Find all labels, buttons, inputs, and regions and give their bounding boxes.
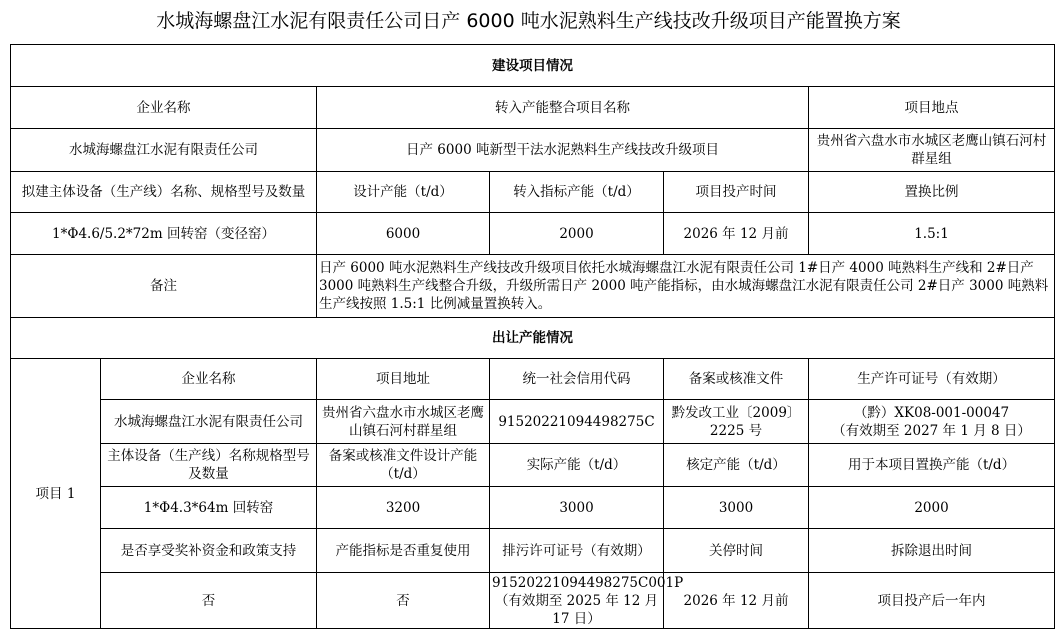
project-label: 项目 1 [11, 359, 101, 629]
table-row [11, 45, 1055, 87]
construction-project-name: 日产 6000 吨新型干法水泥熟料生产线技改升级项目 [317, 129, 809, 172]
remark-label: 备注 [11, 255, 317, 318]
header-start-time: 项目投产时间 [664, 172, 809, 213]
header-equipment: 拟建主体设备（生产线）名称、规格型号及数量 [11, 172, 317, 213]
table-row [11, 444, 1055, 487]
out-header-approval-doc: 备案或核准文件 [664, 359, 809, 400]
header-ratio: 置换比例 [809, 172, 1055, 213]
table-row [11, 359, 1055, 400]
out-license-validity: （有效期至 2027 年 1 月 8 日） [832, 422, 1031, 439]
out-header-license: 生产许可证号（有效期） [809, 359, 1055, 400]
construction-design-capacity: 6000 [317, 213, 490, 255]
out-license [809, 400, 1055, 444]
construction-company: 水城海螺盘江水泥有限责任公司 [11, 129, 317, 172]
out-header-permit: 排污许可证号（有效期） [490, 529, 664, 573]
out-header-equipment: 主体设备（生产线）名称规格型号及数量 [101, 444, 317, 487]
header-location: 项目地点 [809, 87, 1055, 129]
out-header-demolish: 拆除退出时间 [809, 529, 1055, 573]
table-row [11, 213, 1055, 255]
out-used: 2000 [809, 487, 1055, 529]
table-row [11, 255, 1055, 318]
table-row [11, 487, 1055, 529]
remark-text: 日产 6000 吨水泥熟料生产线技改升级项目依托水城海螺盘江水泥有限责任公司 1#日产 4000 吨熟料生产线和 2#日产 3000 吨熟料生产线整合升级，升级所需日产 2000 吨产能指标，由水城海螺盘江水泥有限责任公司 2#日产 3000 吨熟料生产线按照 1.5:1 比例减量置换转入。 [317, 255, 1055, 318]
out-header-approved-design: 备案或核准文件设计产能（t/d） [317, 444, 490, 487]
table-row [11, 318, 1055, 359]
out-license-number: （黔）XK08-001-00047 [853, 404, 1010, 421]
out-header-company: 企业名称 [101, 359, 317, 400]
out-credit-code: 91520221094498275C [490, 400, 664, 444]
out-approval-doc: 黔发改工业〔2009〕2225 号 [664, 400, 809, 444]
header-design-capacity: 设计产能（t/d） [317, 172, 490, 213]
out-header-used: 用于本项目置换产能（t/d） [809, 444, 1055, 487]
out-actual: 3000 [490, 487, 664, 529]
table-row [11, 529, 1055, 573]
out-permit: 91520221094498275C001P（有效期至 2025 年 12 月 17 日） [490, 573, 664, 629]
out-demolish: 项目投产后一年内 [809, 573, 1055, 629]
section-title-construction: 建设项目情况 [11, 45, 1055, 87]
out-rated: 3000 [664, 487, 809, 529]
table-row [11, 400, 1055, 444]
out-header-actual: 实际产能（t/d） [490, 444, 664, 487]
construction-location: 贵州省六盘水市水城区老鹰山镇石河村群星组 [809, 129, 1055, 172]
construction-ratio: 1.5:1 [809, 213, 1055, 255]
out-header-shutdown: 关停时间 [664, 529, 809, 573]
out-header-rated: 核定产能（t/d） [664, 444, 809, 487]
header-project-name: 转入产能整合项目名称 [317, 87, 809, 129]
out-reused: 否 [317, 573, 490, 629]
out-header-subsidy: 是否享受奖补资金和政策支持 [101, 529, 317, 573]
out-company: 水城海螺盘江水泥有限责任公司 [101, 400, 317, 444]
header-company: 企业名称 [11, 87, 317, 129]
table-row [11, 87, 1055, 129]
capacity-table [10, 44, 1055, 629]
table-row [11, 172, 1055, 213]
table-row [11, 129, 1055, 172]
table-row [11, 573, 1055, 629]
out-header-reused: 产能指标是否重复使用 [317, 529, 490, 573]
section-title-transfer-out: 出让产能情况 [11, 318, 1055, 359]
out-header-credit-code: 统一社会信用代码 [490, 359, 664, 400]
out-subsidy: 否 [101, 573, 317, 629]
construction-start-time: 2026 年 12 月前 [664, 213, 809, 255]
out-shutdown: 2026 年 12 月前 [664, 573, 809, 629]
document-title: 水城海螺盘江水泥有限责任公司日产 6000 吨水泥熟料生产线技改升级项目产能置换方案 [156, 10, 901, 32]
header-transfer-capacity: 转入指标产能（t/d） [490, 172, 664, 213]
out-equipment: 1*Φ4.3*64m 回转窑 [101, 487, 317, 529]
out-header-address: 项目地址 [317, 359, 490, 400]
out-address: 贵州省六盘水市水城区老鹰山镇石河村群星组 [317, 400, 490, 444]
construction-equipment: 1*Φ4.6/5.2*72m 回转窑（变径窑） [11, 213, 317, 255]
construction-transfer-capacity: 2000 [490, 213, 664, 255]
out-approved-design: 3200 [317, 487, 490, 529]
